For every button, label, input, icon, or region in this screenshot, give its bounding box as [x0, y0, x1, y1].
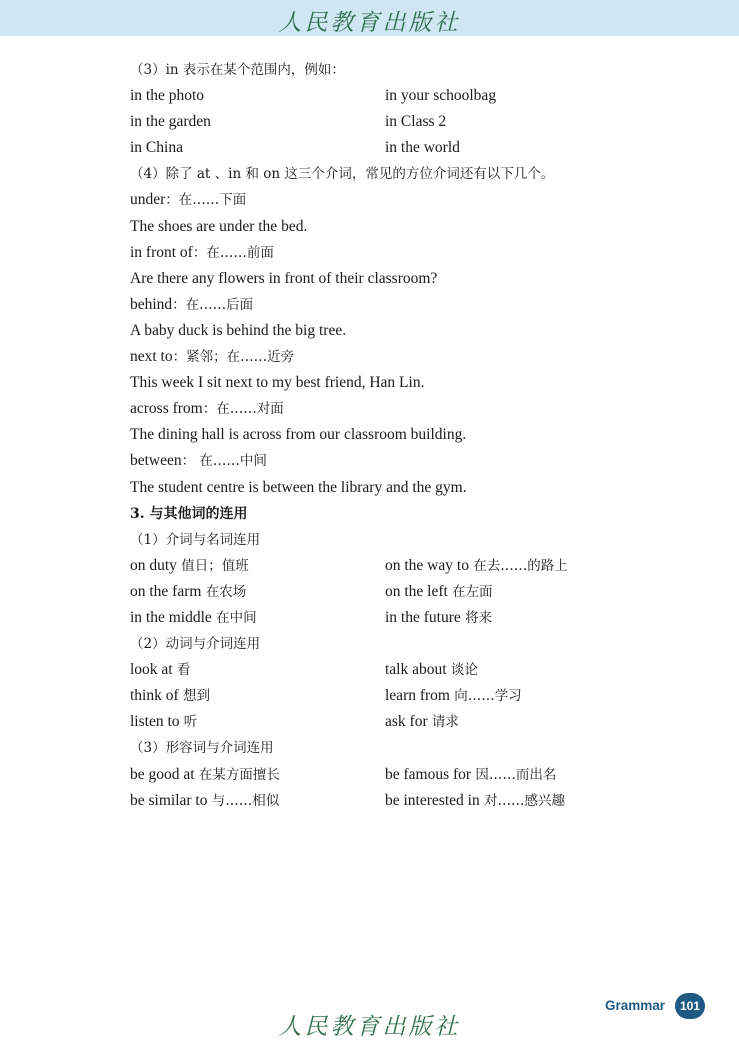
phrase-en: be interested in [385, 791, 480, 809]
phrase-zh: 对……感兴趣 [479, 792, 565, 809]
phrase-en: in the future [385, 608, 461, 626]
example-row [130, 109, 630, 135]
preposition-definition [130, 396, 630, 422]
phrase-zh: 想到 [178, 688, 210, 705]
phrase-en: on the left [385, 582, 448, 600]
phrase-en: be famous for [385, 765, 472, 783]
phrase-right [385, 605, 630, 631]
phrase-right [385, 579, 630, 605]
preposition-term: in front of [130, 243, 193, 261]
example-sentence: The dining hall is across from our classroom building. [130, 426, 467, 444]
phrase-zh: 在中间 [211, 609, 257, 626]
preposition-definition [130, 448, 630, 474]
phrase-row [130, 579, 630, 605]
page-number-badge: 101 [675, 993, 705, 1019]
preposition-meaning: ：在……对面 [202, 401, 284, 418]
phrase-en: listen to [130, 713, 180, 731]
example-left: in China [130, 139, 183, 157]
section3-title: 3. 与其他词的连用 [130, 505, 248, 522]
phrase-zh: 在去……的路上 [468, 557, 568, 574]
phrase-zh: 值日；值班 [176, 557, 249, 574]
phrase-left [130, 762, 385, 788]
publisher-logo-top: 人民教育出版社 [278, 10, 461, 36]
preposition-definition [130, 240, 630, 266]
phrase-zh: 在左面 [447, 583, 493, 600]
s4-title: （4）除了 at 、in 和 on 这三个介词，常见的方位介词还有以下几个。 [130, 166, 555, 183]
phrase-zh: 看 [172, 662, 191, 679]
publisher-logo-bottom: 人民教育出版社 [278, 1014, 461, 1040]
footer-label: Grammar [605, 998, 666, 1013]
preposition-definition [130, 344, 630, 370]
phrase-en: talk about [385, 661, 447, 679]
phrase-zh: 与……相似 [207, 792, 280, 809]
phrase-en: be good at [130, 765, 195, 783]
example-sentence: The student centre is between the library and the gym. [130, 478, 467, 496]
page-content [130, 57, 630, 814]
phrase-en: ask for [385, 713, 428, 731]
phrase-left [130, 657, 385, 683]
example-sentence: This week I sit next to my best friend, Han Lin. [130, 374, 425, 392]
sub2-title: （2）动词与介词连用 [130, 636, 261, 653]
phrase-zh: 因……而出名 [471, 766, 557, 783]
phrase-row [130, 762, 630, 788]
phrase-en: on the farm [130, 582, 202, 600]
example-right: in your schoolbag [385, 87, 497, 105]
sub1-list [130, 553, 630, 631]
phrase-right [385, 709, 630, 735]
preposition-term: behind [130, 295, 173, 313]
preposition-term: between [130, 452, 182, 470]
example-row [130, 135, 630, 161]
preposition-definition [130, 292, 630, 318]
example-right: in the world [385, 139, 460, 157]
phrase-row [130, 605, 630, 631]
phrase-row [130, 709, 630, 735]
phrase-right [385, 553, 630, 579]
preposition-definition [130, 187, 630, 213]
preposition-term: across from [130, 400, 203, 418]
phrase-left [130, 605, 385, 631]
example-sentence: Are there any flowers in front of their classroom? [130, 269, 438, 287]
phrase-left [130, 709, 385, 735]
phrase-left [130, 579, 385, 605]
phrase-en: learn from [385, 687, 450, 705]
sub1-title: （1）介词与名词连用 [130, 531, 261, 548]
phrase-en: on duty [130, 556, 177, 574]
example-sentence: The shoes are under the bed. [130, 217, 308, 235]
phrase-en: look at [130, 661, 173, 679]
preposition-meaning: ：紧邻；在……近旁 [172, 349, 295, 366]
s3-title: （3）in 表示在某个范围内，例如： [130, 62, 345, 78]
preposition-meaning: ：在……前面 [192, 244, 274, 261]
phrase-zh: 听 [179, 714, 198, 731]
phrase-row [130, 553, 630, 579]
example-left: in the photo [130, 87, 205, 105]
preposition-meaning: ：在……下面 [165, 192, 247, 209]
phrase-right [385, 788, 630, 814]
example-sentence: A baby duck is behind the big tree. [130, 321, 347, 339]
phrase-left [130, 788, 385, 814]
sub2-list [130, 657, 630, 735]
preposition-term: next to [130, 348, 173, 366]
phrase-en: on the way to [385, 556, 469, 574]
phrase-right [385, 683, 630, 709]
phrase-zh: 在某方面擅长 [194, 766, 280, 783]
phrase-row [130, 788, 630, 814]
phrase-left [130, 683, 385, 709]
phrase-zh: 请求 [427, 714, 459, 731]
phrase-zh: 在农场 [201, 583, 247, 600]
sub3-list [130, 762, 630, 814]
s3-list [130, 83, 630, 161]
phrase-left [130, 553, 385, 579]
phrase-row [130, 657, 630, 683]
phrase-zh: 谈论 [446, 662, 478, 679]
example-left: in the garden [130, 113, 211, 131]
sub3-title: （3）形容词与介词连用 [130, 740, 274, 757]
phrase-en: be similar to [130, 791, 208, 809]
preposition-list [130, 187, 630, 500]
phrase-en: in the middle [130, 608, 212, 626]
phrase-en: think of [130, 687, 179, 705]
preposition-meaning: ：在……后面 [172, 296, 254, 313]
phrase-row [130, 683, 630, 709]
example-right: in Class 2 [385, 113, 447, 131]
preposition-term: under [130, 191, 166, 209]
preposition-meaning: ： 在……中间 [181, 453, 267, 470]
phrase-zh: 向……学习 [449, 688, 522, 705]
phrase-right [385, 657, 630, 683]
phrase-right [385, 762, 630, 788]
phrase-zh: 将来 [460, 609, 493, 626]
example-row [130, 83, 630, 109]
